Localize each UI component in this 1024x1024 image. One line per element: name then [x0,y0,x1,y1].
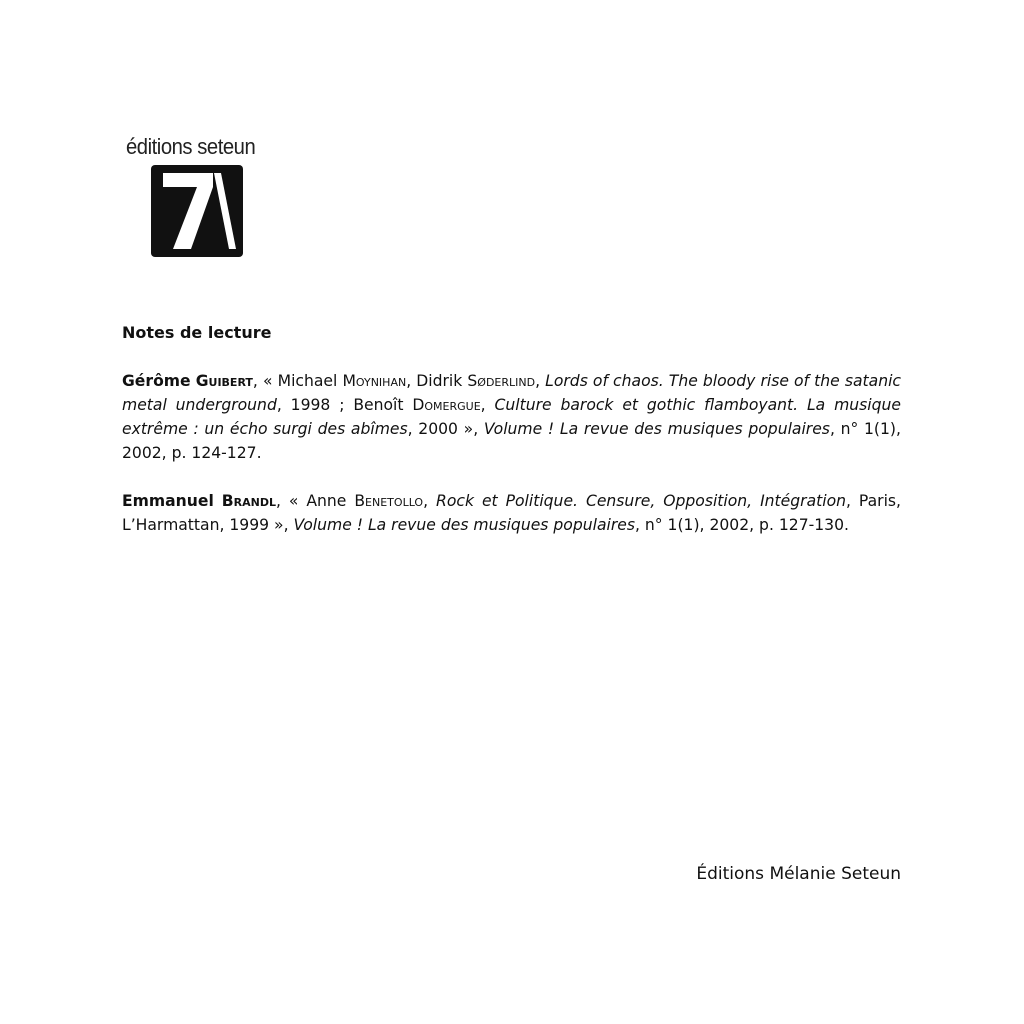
cited-author: Søderlind [467,372,536,390]
author-last-name: Brandl [221,492,276,510]
journal-title: Volume ! La revue des musiques populaires [483,420,830,438]
citation-details: , n° 1(1), 2002, p. 124-127. [122,420,901,462]
book-title: Rock et Politique. Censure, Opposition, Intégration [436,492,847,510]
seteun-logo-icon [151,165,243,257]
citation-entry [122,489,901,537]
citation-text: , [423,492,437,510]
citation-text: , Paris, L’Harmattan, 1999 », [122,492,902,534]
citation-text: , 1998 ; Benoît [276,396,413,414]
publisher-logo-text: éditions seteun [126,134,256,159]
citation-text: , [535,372,546,390]
author-last-name: Guibert [195,372,253,390]
book-title: Lords of chaos. The bloody rise of the satanic metal underground [122,372,901,414]
publisher-logo [126,134,276,264]
book-title: Culture barock et gothic flamboyant. La musique extrême : un écho surgi des abîmes [122,396,901,438]
citation-details: , n° 1(1), 2002, p. 127-130. [634,516,849,534]
citation-text: , 2000 », [407,420,484,438]
publisher-footer: Éditions Mélanie Seteun [696,864,901,884]
page-title: Notes de lecture [122,323,272,342]
citation-entry [122,369,901,465]
citation-text: , Didrik [406,372,468,390]
reading-notes [122,321,901,561]
author-first-name: Gérôme [122,372,191,390]
journal-title: Volume ! La revue des musiques populaires [293,516,635,534]
cited-author: Domergue [412,396,481,414]
citation-text: , [480,396,495,414]
cited-author: Benetollo [354,492,424,510]
author-first-name: Emmanuel [122,492,214,510]
citation-text: , « Michael [252,372,343,390]
citation-text: , « Anne [275,492,355,510]
cited-author: Moynihan [342,372,407,390]
